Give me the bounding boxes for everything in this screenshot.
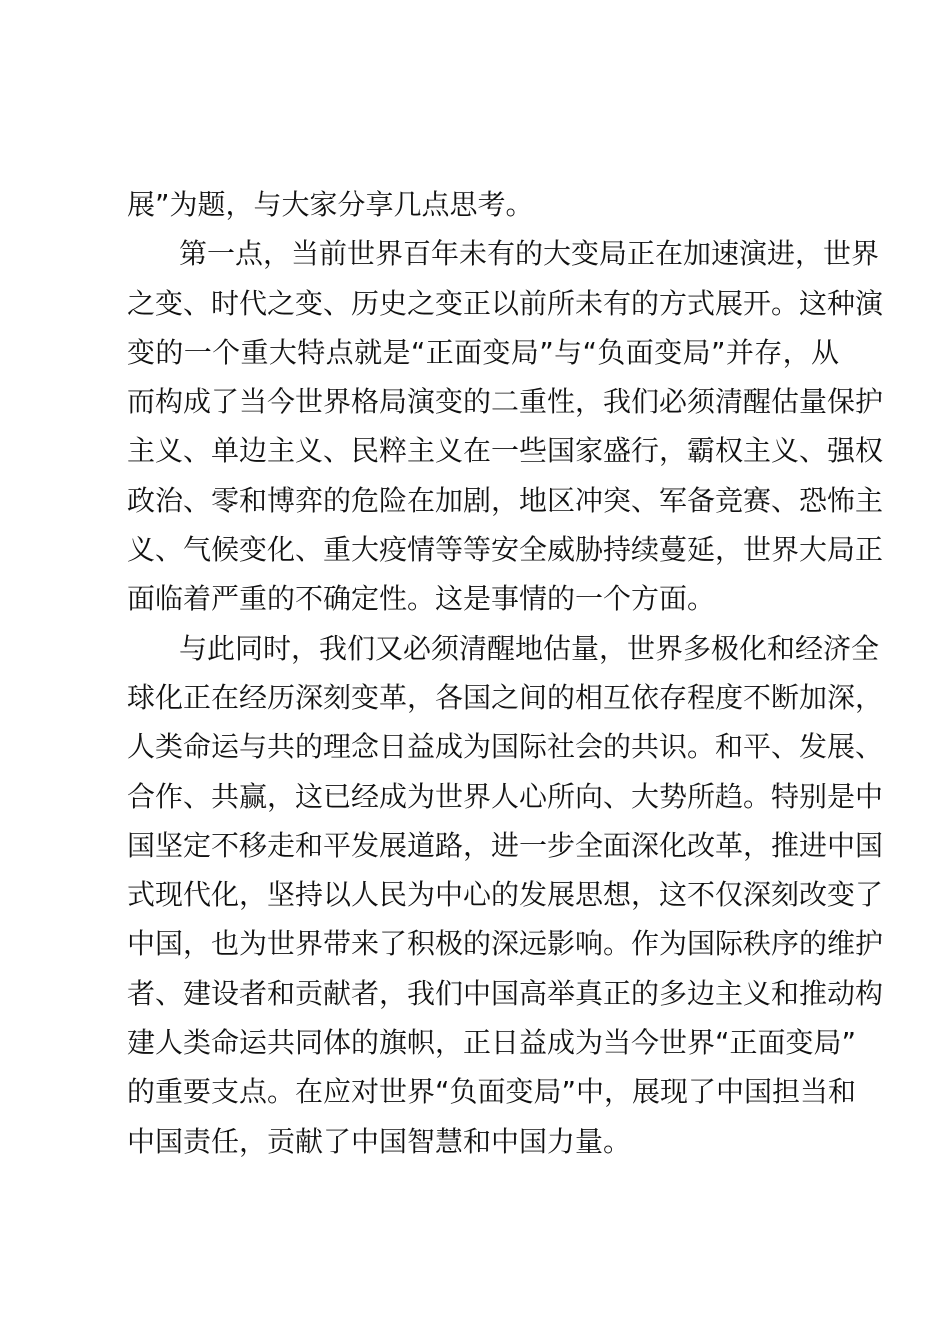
text-line: 球化正在经历深刻变革，各国之间的相互依存程度不断加深，: [127, 680, 884, 714]
text-line: 建人类命运共同体的旗帜，正日益成为当今世界“正面变局”: [127, 1026, 857, 1060]
document-body: [127, 180, 884, 1166]
text-line: 的重要支点。在应对世界“负面变局”中，展现了中国担当和: [127, 1075, 857, 1109]
text-line: 之变、时代之变、历史之变正以前所未有的方式展开。这种演: [127, 286, 884, 320]
paragraph-first-line: 第一点，当前世界百年未有的大变局正在加速演进，世界: [179, 237, 880, 271]
text-line: 面临着严重的不确定性。这是事情的一个方面。: [127, 582, 716, 616]
text-line: 合作、共赢，这已经成为世界人心所向、大势所趋。特别是中: [127, 779, 884, 813]
text-line: 变的一个重大特点就是“正面变局”与“负面变局”并存，从: [127, 335, 839, 369]
text-line: 而构成了当今世界格局演变的二重性，我们必须清醒估量保护: [127, 385, 884, 419]
text-line: 中国责任，贡献了中国智慧和中国力量。: [127, 1124, 632, 1158]
text-line: 展”为题，与大家分享几点思考。: [127, 188, 534, 221]
text-line: 人类命运与共的理念日益成为国际社会的共识。和平、发展、: [127, 730, 884, 764]
text-line: 主义、单边主义、民粹主义在一些国家盛行，霸权主义、强权: [127, 434, 884, 468]
text-line: 者、建设者和贡献者，我们中国高举真正的多边主义和推动构: [127, 976, 884, 1010]
text-line: 政治、零和博弈的危险在加剧，地区冲突、军备竞赛、恐怖主: [127, 483, 884, 517]
paragraph-first-line: 与此同时，我们又必须清醒地估量，世界多极化和经济全: [179, 631, 880, 665]
text-line: 国坚定不移走和平发展道路，进一步全面深化改革，推进中国: [127, 828, 884, 862]
text-line: 式现代化，坚持以人民为中心的发展思想，这不仅深刻改变了: [127, 878, 884, 912]
text-line: 中国，也为世界带来了积极的深远影响。作为国际秩序的维护: [127, 927, 884, 961]
text-line: 义、气候变化、重大疫情等等安全威胁持续蔓延，世界大局正: [127, 533, 884, 567]
